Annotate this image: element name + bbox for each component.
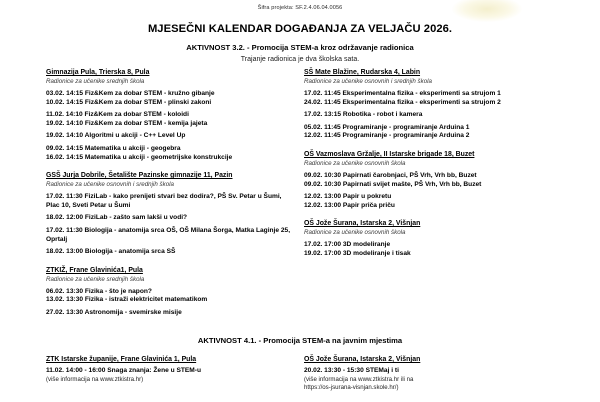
event-item: 19.02. 17:00 3D modeliranje i tisak [304, 249, 411, 257]
event-item: 20.02. 13:30 - 15:30 STEMaj i ti [304, 367, 399, 374]
event-group [304, 90, 588, 107]
event-item: 19.02. 14:10 Algoritmi u akciji - C++ Level Up [46, 132, 186, 140]
event-item: 06.02. 13:30 Fizika - što je napon? [46, 287, 152, 295]
event-group [46, 214, 294, 223]
venue-block [46, 68, 294, 162]
venue-name: Gimnazija Pula, Trierska 8, Pula [46, 69, 150, 76]
event-group [46, 132, 294, 141]
activity-32-subtitle: Trajanje radionica je dva školska sata. [240, 56, 360, 63]
venue-name: ZTKIŽ, Frane Glavinića1, Pula [46, 266, 143, 274]
event-item: 17.02. 17:00 3D modeliranje [304, 241, 391, 249]
event-note: https://os-jsurana-visnjan.skole.hr/) [304, 384, 399, 392]
venue-block [304, 355, 588, 393]
event-item: 27.02. 13:30 Astronomija - svemirske misije [46, 308, 182, 316]
event-item: 10.02. 14:15 Fiz&Kem za dobar STEM - plinski zakoni [46, 98, 212, 106]
venue-name: SŠ Mate Blažine, Rudarska 4, Labin [304, 69, 421, 76]
venue-audience: Radionice za učenike osnovnih i srednjih škola [304, 78, 432, 85]
venue-block [46, 355, 294, 384]
project-code: Šifra projekta: SF.2.4.06.04.0056 [257, 5, 343, 11]
bottom-right-column [300, 355, 600, 402]
activity-32-title: AKTIVNOST 3.2. - Promocija STEM-a kroz održavanje radionica [186, 43, 414, 52]
venue-audience: Radionice za učenike srednjih škola [46, 275, 145, 283]
event-note: (više informacija na www.ztkistra.hr) [46, 375, 144, 383]
event-group [304, 172, 588, 189]
event-group [46, 227, 294, 244]
event-group [46, 288, 294, 305]
event-item: 12.02. 11:45 Programiranje - programiranje Arduina 2 [304, 132, 470, 140]
event-item: 17.02. 11:30 FiziLab - kako prenijeti stvari bez dodira?, PŠ Sv. Petar u Šumi, Plac 10, Sveti Petar u Šumi [46, 193, 282, 209]
venue-name: OŠ Vazmoslava Gržalje, II Istarske brigade 18, Buzet [304, 150, 475, 158]
event-item: 09.02. 10:30 Papirnati čarobnjaci, PŠ Vrh, Vrh bb, Buzet [304, 171, 477, 179]
right-column [300, 68, 600, 268]
event-group [46, 248, 294, 257]
venue-block [304, 150, 588, 210]
event-group [304, 193, 588, 210]
event-item: 11.02. 14:10 Fiz&Kem za dobar STEM - koloidi [46, 111, 189, 119]
venue-block [304, 219, 588, 258]
venue-block [304, 68, 588, 141]
venue-block [46, 171, 294, 257]
venue-columns [0, 68, 600, 327]
event-item: 12.02. 13:00 Papir priča priču [304, 201, 395, 209]
venue-name: GSŠ Jurja Dobrile, Šetalište Pazinske gimnazije 11, Pazin [46, 172, 233, 180]
activity-41-section [0, 336, 600, 402]
event-group [304, 124, 588, 141]
venue-audience: Radionice za učenike osnovnih škola [304, 229, 406, 237]
event-item: 18.02. 13:00 Biologija - anatomija srca SŠ [46, 248, 176, 256]
venue-block [46, 266, 294, 318]
event-group [304, 241, 588, 258]
venue-audience: Radionice za učenike osnovnih i srednjih škola [46, 181, 174, 189]
left-column [0, 68, 300, 327]
activity-41-columns [0, 355, 600, 402]
event-item: 11.02. 14:00 - 16:00 Snaga znanja: Žene u STEM-u [46, 367, 202, 374]
event-group [46, 145, 294, 162]
event-item: 09.02. 10:30 Papirnati svijet mašte, PŠ Vrh, Vrh bb, Buzet [304, 180, 482, 188]
event-item: 17.02. 13:15 Robotika - robot i kamera [304, 111, 423, 119]
event-group [304, 111, 588, 120]
venue-name: OŠ Jože Šurana, Istarska 2, Višnjan [304, 220, 421, 228]
venue-audience: Radionice za učenike osnovnih škola [304, 159, 406, 167]
activity-41-title: AKTIVNOST 4.1. - Promocija STEM-a na javnim mjestima [197, 336, 403, 345]
event-item: 16.02. 14:15 Matematika u akciji - geometrijske konstrukcije [46, 153, 233, 161]
event-item: 18.02. 12:00 FiziLab - zašto sam lakši u vodi? [46, 214, 188, 222]
event-note: (više informacija na www.ztkistra.hr ili na [304, 375, 414, 383]
event-item: 03.02. 14:15 Fiz&Kem za dobar STEM - kružno gibanje [46, 90, 215, 97]
event-item: 17.02. 11:45 Eksperimentalna fizika - eksperimenti sa strujom 1 [304, 90, 501, 97]
venue-name: ZTK Istarske županije, Frane Glavinića 1, Pula [46, 356, 197, 363]
event-item: 19.02. 14:10 Fiz&Kem za dobar STEM - kemija jajeta [46, 119, 208, 127]
bottom-left-column [0, 355, 300, 393]
venue-name: OŠ Jože Šurana, Istarska 2, Višnjan [304, 356, 421, 363]
event-item: 17.02. 11:30 Biologija - anatomija srca OŠ, OŠ Milana Šorga, Matka Laginje 25, Oprtalj [46, 226, 291, 243]
page-title: MJESEČNI KALENDAR DOGAĐANJA ZA VELJAČU 2026. [147, 23, 453, 35]
event-item: 12.02. 13:00 Papir u pokretu [304, 193, 392, 201]
event-group [46, 90, 294, 107]
event-item: 09.02. 14:15 Matematika u akciji - geogebra [46, 144, 181, 152]
event-group [46, 111, 294, 128]
venue-audience: Radionice za učenike srednjih škola [46, 78, 145, 85]
event-group [46, 193, 294, 210]
event-item: 13.02. 13:30 Fizika - istraži elektricitet matematikom [46, 296, 208, 304]
event-item: 05.02. 11:45 Programiranje - programiranje Arduina 1 [304, 123, 470, 131]
event-group [46, 309, 294, 318]
event-item: 24.02. 11:45 Eksperimentalna fizika - eksperimenti sa strujom 2 [304, 98, 501, 106]
